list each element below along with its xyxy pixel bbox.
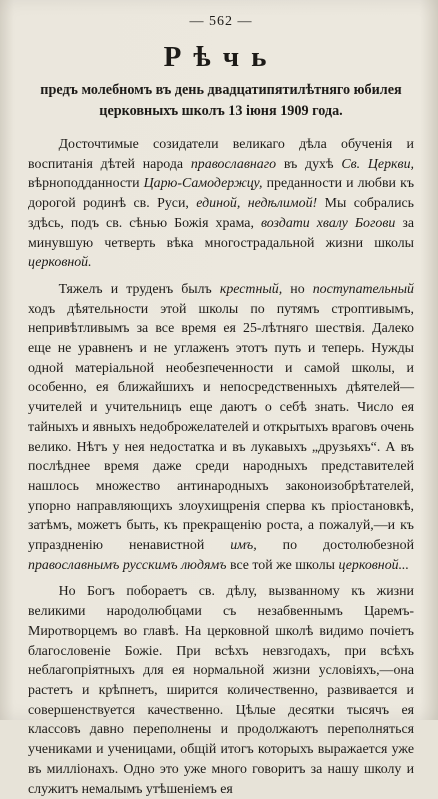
text-run: по достолюбезной xyxy=(256,538,415,554)
text-run: все той же школы xyxy=(226,557,339,573)
body-text xyxy=(28,135,414,799)
text-run: вѣрноподданности xyxy=(28,176,144,192)
paragraph xyxy=(28,280,414,576)
paragraph xyxy=(28,582,414,799)
italic-run: церковной. xyxy=(28,255,92,271)
italic-run: церковной... xyxy=(338,557,409,573)
text-run: ходъ дѣятельности этой школы по путямъ строптивымъ, непривѣтливымъ за все время ея 25-лѣтняго шествія. Далеко еще не уравненъ и не углаженъ этотъ путь и теперь. Нужды одной матеріальной необезпеченности и самой школы, и особенно, ея ближайшихъ и непосредственныхъ дѣятелей—учителей и учительницъ еще даютъ о себѣ знать. Число ея тайныхъ и явныхъ недоброжелателей и открытыхъ враговъ очень велико. Нѣтъ у нея недостатка и въ лукавыхъ „друзьяхъ“. А въ послѣднее время даже среди народныхъ представителей нашлось множество антинародныхъ законоизобрѣтателей, упорно направляющихъ злоухищренія сперва къ пріостановкѣ, затѣмъ, можетъ быть, къ прекращенію роста, а пожалуй,—и къ упраздненію ненавистной xyxy=(28,301,414,554)
italic-run: единой, недѣлимой! xyxy=(196,196,318,212)
text-run: за минувшую четверть вѣка многострадальной жизни школы xyxy=(28,215,414,251)
italic-run: крестный, xyxy=(219,281,283,297)
document-subtitle: предъ молебномъ въ день двадцатипятилѣтняго юбилея церковныхъ школъ 13 іюня 1909 года. xyxy=(40,82,402,119)
italic-run: воздати хвалу Богови xyxy=(260,215,396,231)
italic-run: имъ, xyxy=(230,538,257,554)
text-run: въ духѣ xyxy=(276,156,342,172)
text-run: Но Богъ побораетъ св. дѣлу, вызванному къ жизни великими народолюбцами съ незабвеннымъ Царемъ-Миротворцемъ во главѣ. На церковной школѣ видимо почіетъ благословеніе Божіе. При всѣхъ невзгодахъ, при всѣхъ неблагопріятныхъ для ея нормальной жизни условіяхъ,—она растетъ и крѣпнетъ, ширится количественно, развивается и совершенствуется качественно. Цѣлые десятки тысячъ ея классовъ давно переполнены и продолжаютъ переполняться учениками и ученицами, общій итогъ которыхъ выражается уже въ милліонахъ. Одно это уже много говоритъ за нашу школу и служитъ немалымъ утѣшеніемъ ея xyxy=(28,584,414,797)
italic-run: Царю-Самодержцу, xyxy=(143,176,263,192)
text-run: Мы собрались здѣсь, подъ св. сѣнью Божія храма, xyxy=(28,196,415,231)
document-title: Рѣчь xyxy=(163,41,279,73)
italic-run: Св. Церкви, xyxy=(341,156,414,172)
page-number: — 562 — xyxy=(189,14,253,29)
italic-run: православнымъ русскимъ людямъ xyxy=(28,557,227,573)
paragraph xyxy=(28,135,414,273)
italic-run: поступательный xyxy=(312,281,414,297)
text-run: Тяжелъ и труденъ былъ xyxy=(58,281,220,297)
text-run: преданности и любви къ дорогой родинѣ св. Руси, xyxy=(28,176,414,212)
text-run: но xyxy=(282,281,313,297)
italic-run: православнаго xyxy=(190,156,277,172)
text-run: Досточтимые созидатели великаго дѣла обученія и воспитанія дѣтей народа xyxy=(28,137,414,172)
